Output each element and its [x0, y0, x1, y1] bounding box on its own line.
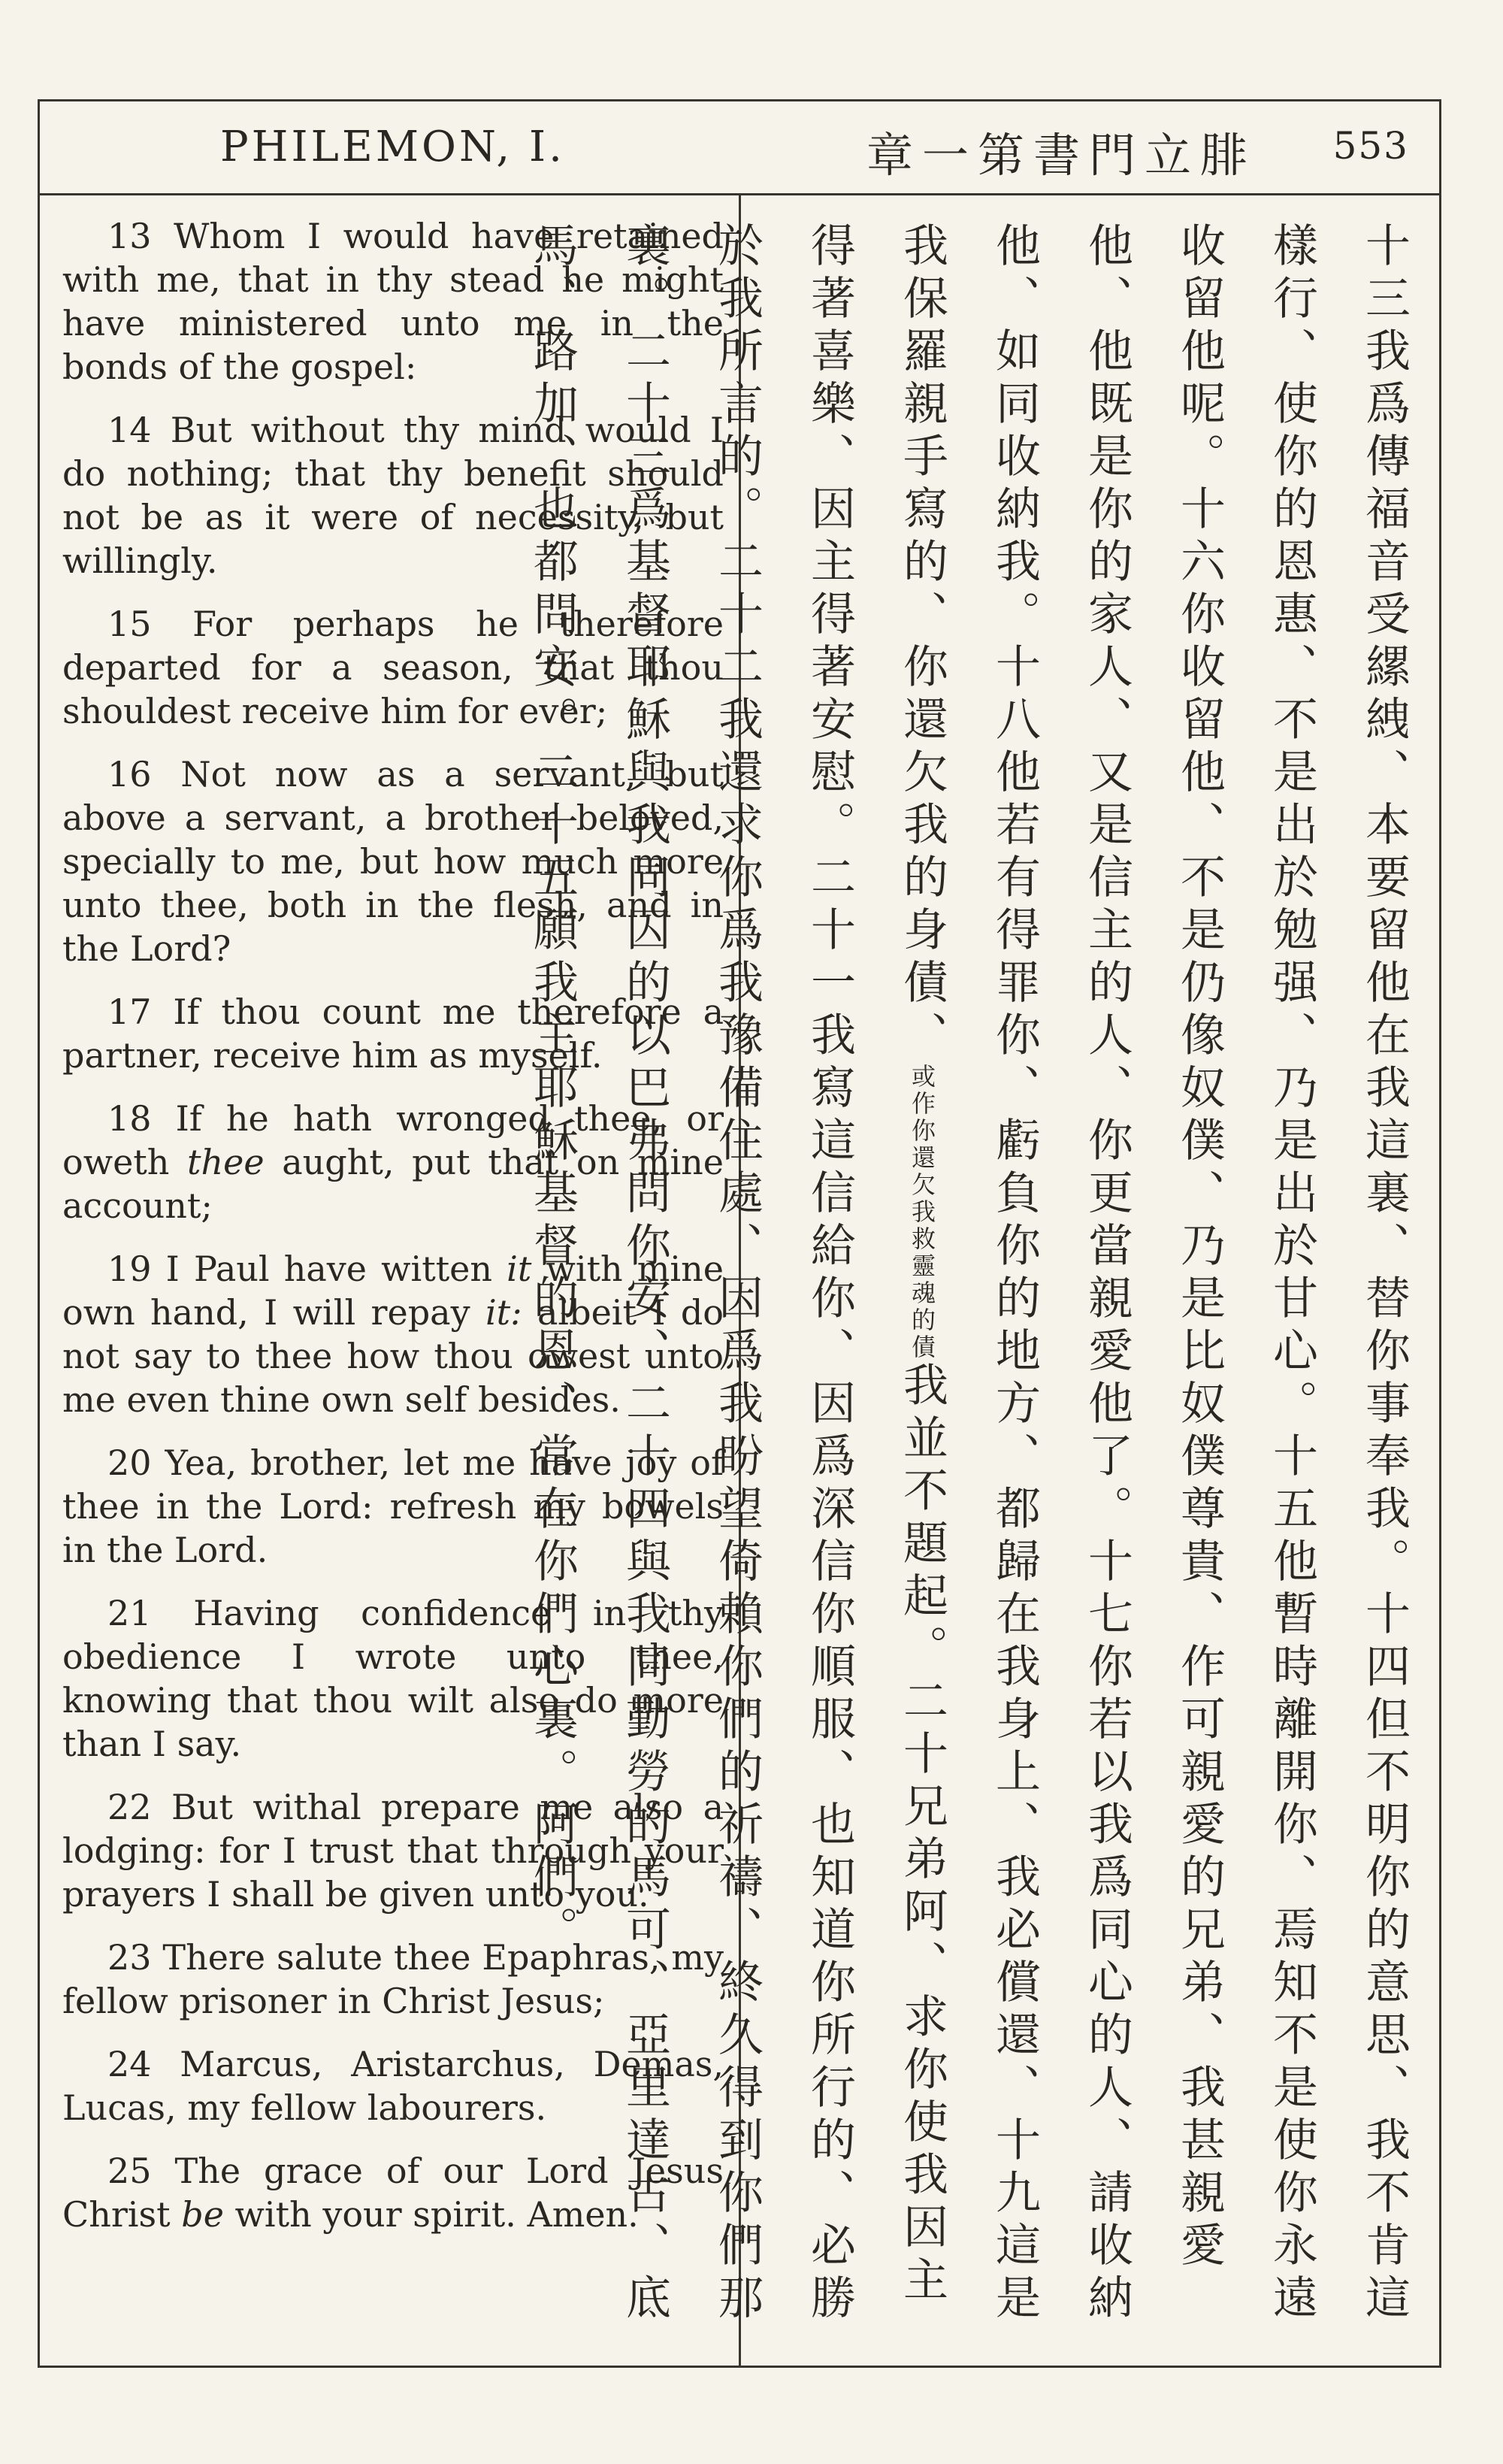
- verse-21: 21 Having confidence in thy obedience I wrote unto thee, knowing that thou wilt also do more than I say.: [62, 1593, 724, 1764]
- chinese-margin-note: 或作你還欠我救靈魂的債: [908, 1064, 936, 1361]
- page-number: 553: [1332, 124, 1409, 168]
- chinese-column: [526, 222, 1430, 2349]
- chinese-text: 十三我爲傳福音受縲絏、本要留他在我這裏、替你事奉我。十四但不明你的意思、我不肯這樣行、使你的恩惠、不是出於勉强、乃是出於甘心。十五他暫時離開你、焉知不是使你永遠收留他呢。十六你收留他、不是仍像奴僕、乃是比奴僕尊貴、作可親愛的兄弟、我甚親愛他、他既是你的家人、又是信主的人、你更當親愛他了。十七你若以我爲同心的人、請收納他、如同收納我。十八他若有得罪你、虧負你的地方、都歸在我身上、我必償還、十九這是我保羅親手寫的、你還欠我的身債、或作你還欠我救靈魂的債我並不題起。二十兄弟阿、求你使我因主得著喜樂、因主得著安慰。二十一我寫這信給你、因爲深信你順服、也知道你所行的、必勝於我所言的。二十二我還求你爲我豫備住處、因爲我盼望倚賴你們的祈禱、終久得到你們那裏。二十三爲基督耶穌與我同囚的以巴弗問你安、二十四與我同勤勞的馬可、亞里達古、底馬、路加、也都問安。二十五願我主耶穌基督的恩、常在你們心裏。阿們。: [526, 222, 1411, 2326]
- verse-15: 15 For perhaps he therefore departed for a season, that thou shouldest receive him for ever;: [62, 604, 724, 731]
- verse-17: 17 If thou count me therefore a partner, receive him as myself.: [62, 991, 724, 1076]
- verse-16: 16 Not now as a servant, but above a servant, a brother beloved, specially to me, but how much more unto thee, both in the flesh, and in the Lord?: [62, 754, 724, 969]
- verse-25: 25 The grace of our Lord Jesus Christ be with your spirit. Amen.: [62, 2151, 724, 2235]
- verse-18: 18 If he hath wronged thee, or oweth thee aught, put that on mine account;: [62, 1098, 724, 1226]
- verse-19: 19 I Paul have witten it with mine own hand, I will repay it: albeit I do not say to thee how thou owest unto me even thine own self besides.: [62, 1249, 724, 1420]
- chinese-running-title: 章一第書門立腓: [866, 128, 1257, 183]
- page-header: [40, 101, 1439, 195]
- verse-20: 20 Yea, brother, let me have joy of thee in the Lord: refresh my bowels in the Lord.: [62, 1442, 724, 1570]
- verse-22: 22 But withal prepare me also a lodging: for I trust that through your prayers I shall be given unto you.: [62, 1787, 724, 1915]
- verse-24: 24 Marcus, Aristarchus, Demas, Lucas, my fellow labourers.: [62, 2044, 724, 2128]
- verse-23: 23 There salute thee Epaphras, my fellow prisoner in Christ Jesus;: [62, 1937, 724, 2021]
- verse-14: 14 But without thy mind would I do nothing; that thy benefit should not be as it were of necessity, but willingly.: [62, 410, 724, 581]
- verse-13: 13 Whom I would have retained with me, that in thy stead he might have ministered unto me in the bonds of the gospel:: [62, 216, 724, 387]
- page-frame: [38, 99, 1441, 2368]
- english-running-title: PHILEMON, I.: [220, 123, 565, 171]
